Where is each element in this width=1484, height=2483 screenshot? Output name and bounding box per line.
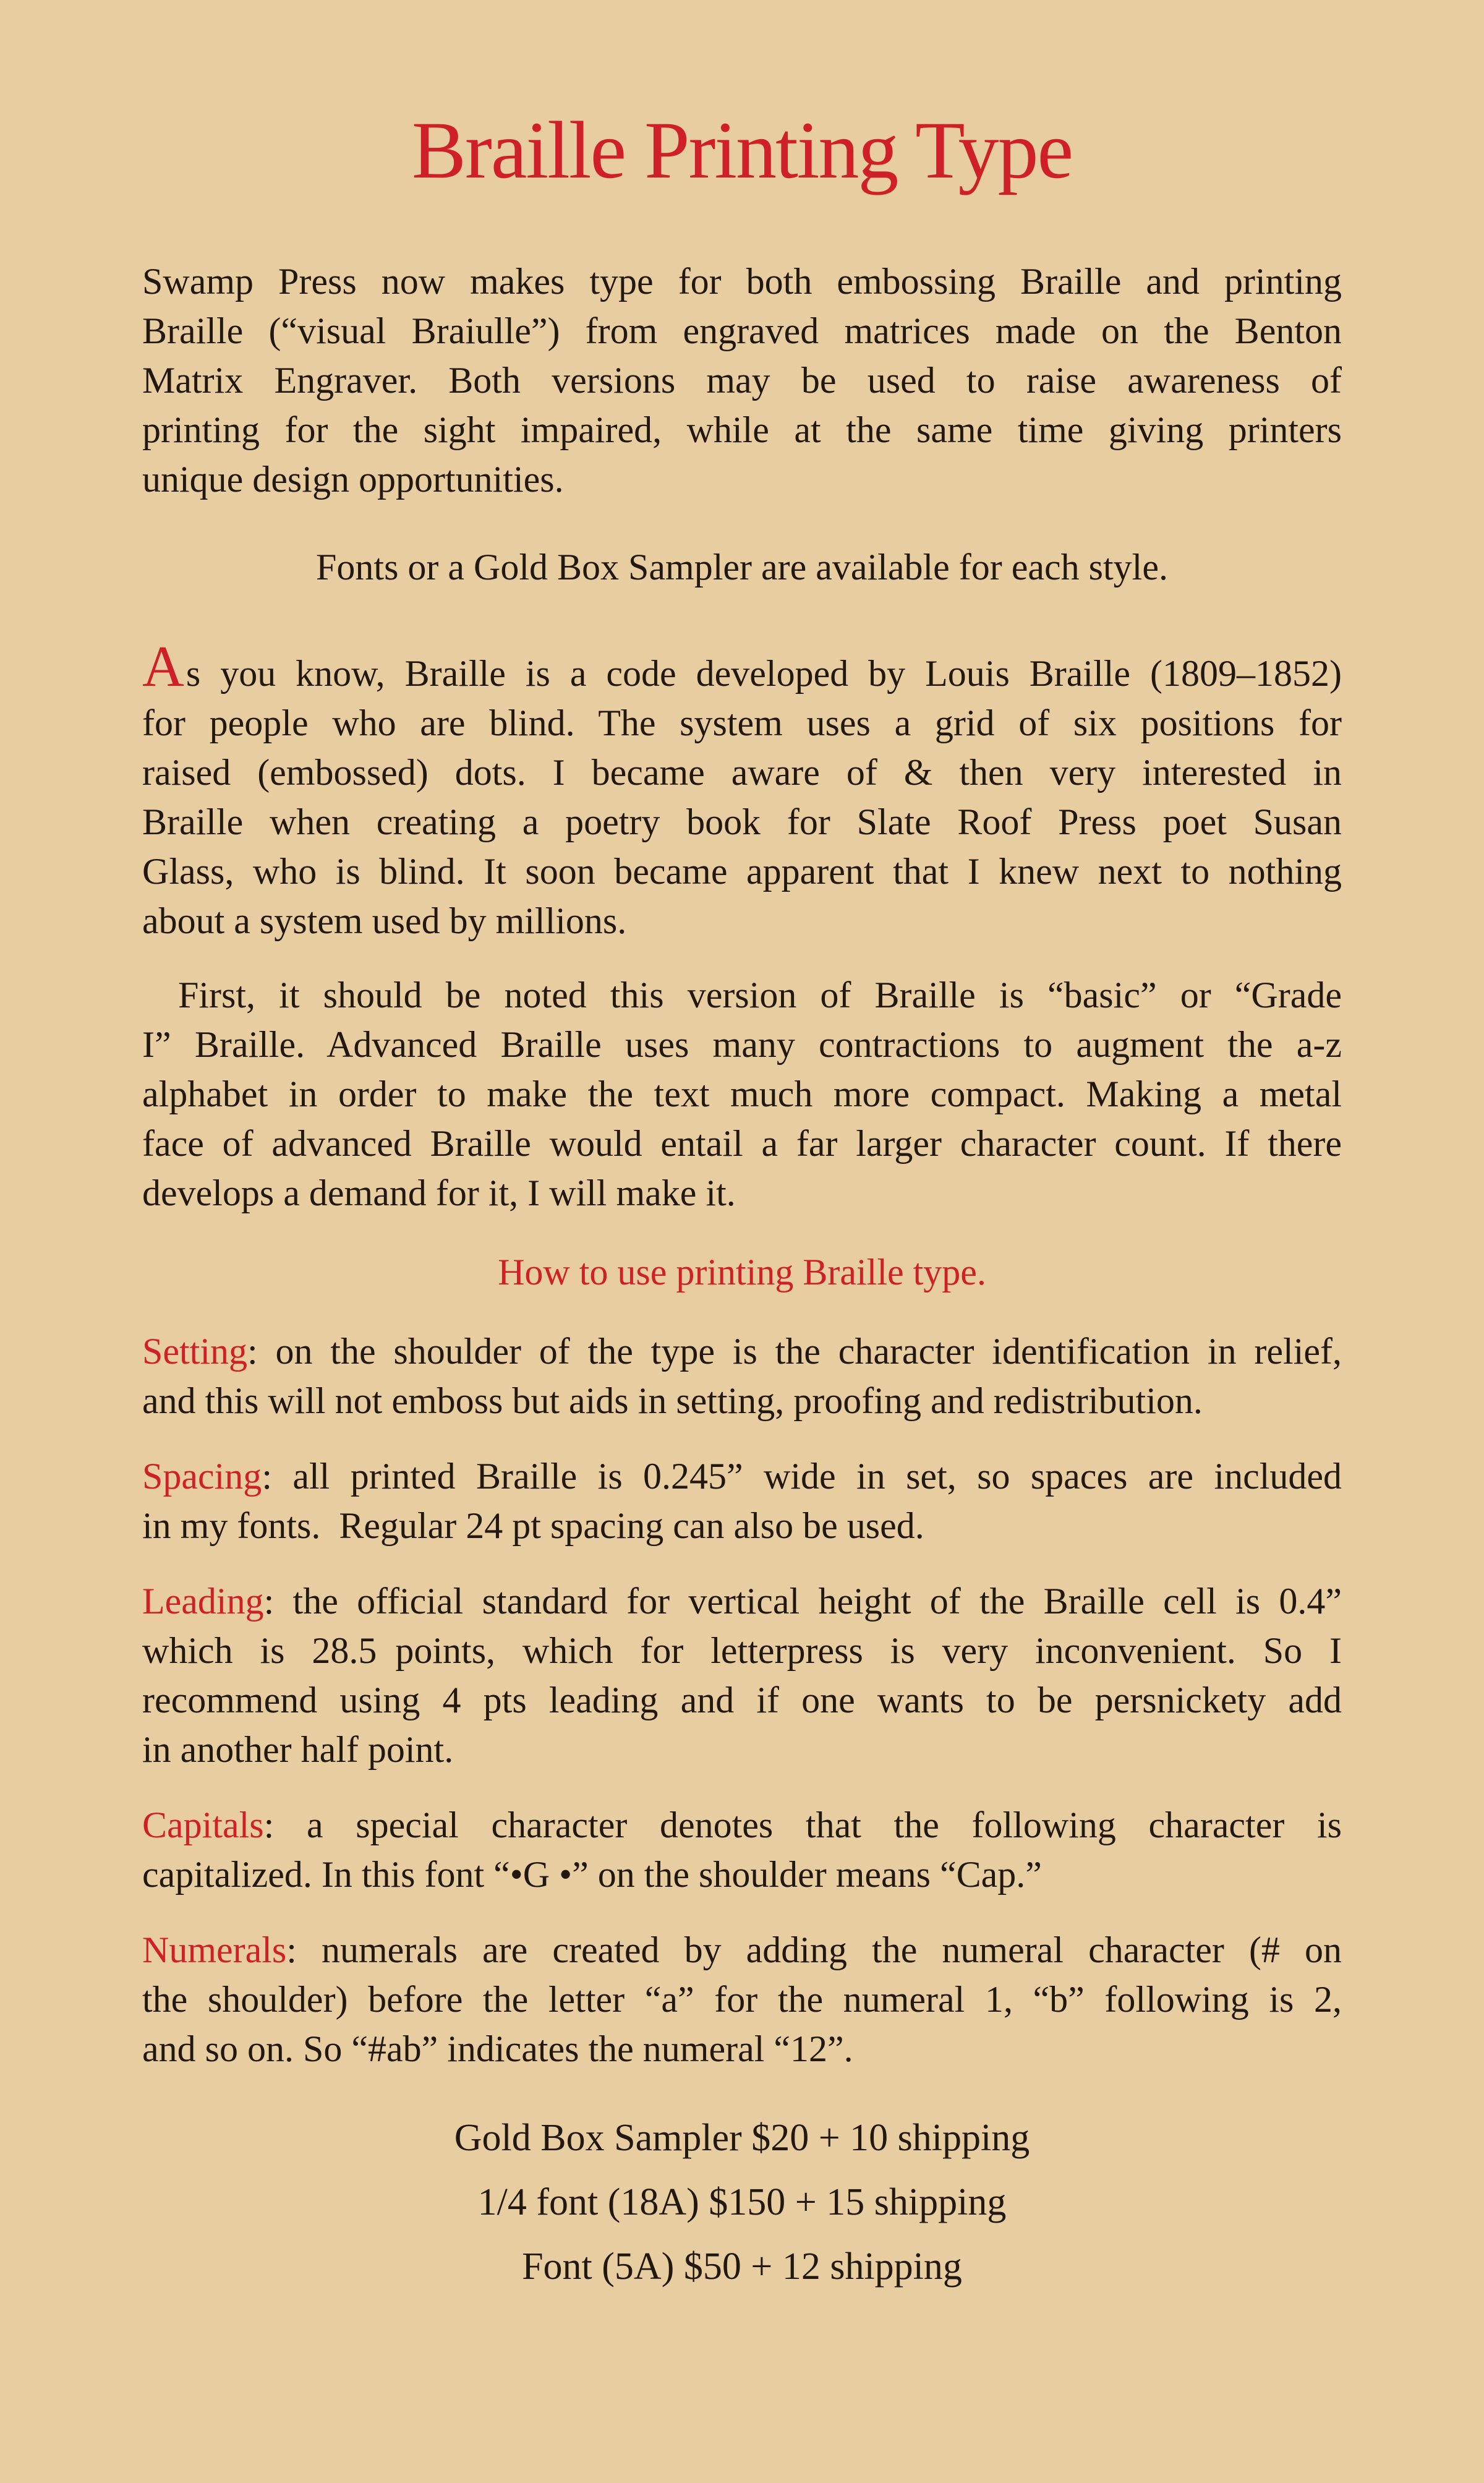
numerals-paragraph: [142, 1925, 1342, 2074]
section-label: Leading: [142, 1581, 264, 1622]
text-line: Braille when creating a poetry book for Slate Roof Press poet Susan: [142, 801, 1342, 842]
text-line: recommend using 4 pts leading and if one wants to be persnickety add: [142, 1680, 1342, 1720]
text-line: raised (embossed) dots. I became aware of & then very interested in: [142, 752, 1342, 793]
text-line: Numerals: numerals are created by adding the numeral character (# on: [142, 1930, 1342, 1970]
text-line: the shoulder) before the letter “a” for the numeral 1, “b” following is 2,: [142, 1979, 1342, 2020]
text-line: develops a demand for it, I will make it.: [142, 1173, 736, 1213]
setting-paragraph: [142, 1327, 1342, 1425]
text-line: about a system used by millions.: [142, 900, 627, 941]
page-title: Braille Printing Type: [411, 105, 1073, 195]
text-line: which is 28.5 points, which for letterpress is very inconvenient. So I: [142, 1630, 1342, 1671]
text-line: Capitals: a special character denotes that the following character is: [142, 1805, 1342, 1845]
text-line: Leading: the official standard for vertical height of the Braille cell is 0.4”: [142, 1581, 1342, 1622]
text-line: printing for the sight impaired, while at the same time giving printers: [142, 409, 1342, 450]
spacing-paragraph: [142, 1451, 1342, 1550]
text-line: Swamp Press now makes type for both embossing Braille and printing: [142, 261, 1342, 302]
text-line: unique design opportunities.: [142, 459, 564, 500]
text-line: capitalized. In this font “•G •” on the shoulder means “Cap.”: [142, 1854, 1042, 1895]
text-line: in another half point.: [142, 1729, 454, 1770]
how-to-heading: [142, 1247, 1342, 1297]
text-line: Matrix Engraver. Both versions may be used to raise awareness of: [142, 360, 1342, 401]
section-label: Numerals: [142, 1930, 287, 1970]
leading-paragraph: [142, 1576, 1342, 1774]
section-label: Spacing: [142, 1456, 262, 1497]
text-line: Setting: on the shoulder of the type is the character identification in relief,: [142, 1331, 1342, 1372]
text-line: Spacing: all printed Braille is 0.245” wide in set, so spaces are included: [142, 1456, 1342, 1497]
intro-paragraph: [142, 257, 1342, 504]
text-line: Braille (“visual Braiulle”) from engraved matrices made on the Benton: [142, 310, 1342, 351]
price-list: [142, 2113, 1342, 2291]
text-line: for people who are blind. The system uses a grid of six positions for: [142, 703, 1342, 743]
grade-one-paragraph: [142, 970, 1342, 1218]
text-line: Fonts or a Gold Box Sampler are available for each style.: [316, 547, 1168, 588]
price-line: Font (5A) $50 + 12 shipping: [522, 2246, 962, 2288]
text-line: First, it should be noted this version of Braille is “basic” or “Grade: [178, 975, 1342, 1015]
text-line: and this will not emboss but aids in setting, proofing and redistribution.: [142, 1380, 1203, 1421]
text-line: As you know, Braille is a code developed by Louis Braille (1809–1852): [142, 635, 1342, 699]
section-label: Capitals: [142, 1805, 264, 1845]
text-line: in my fonts. Regular 24 pt spacing can also be used.: [142, 1505, 924, 1546]
text-line: How to use printing Braille type.: [498, 1252, 986, 1293]
text-line: face of advanced Braille would entail a far larger character count. If there: [142, 1123, 1342, 1164]
initial-letter: A: [142, 635, 184, 699]
flyer-body: [142, 257, 1342, 2291]
text-line: alphabet in order to make the text much more compact. Making a metal: [142, 1074, 1342, 1114]
history-paragraph: [142, 635, 1342, 946]
price-line: 1/4 font (18A) $150 + 15 shipping: [477, 2181, 1007, 2223]
capitals-paragraph: [142, 1800, 1342, 1899]
flyer-page: [0, 99, 1484, 2291]
section-label: Setting: [142, 1331, 248, 1372]
price-line: Gold Box Sampler $20 + 10 shipping: [454, 2117, 1030, 2159]
text-line: and so on. So “#ab” indicates the numeral “12”.: [142, 2028, 853, 2069]
availability-line: [142, 542, 1342, 592]
text-line: Glass, who is blind. It soon became apparent that I knew next to nothing: [142, 851, 1342, 892]
text-line: I” Braille. Advanced Braille uses many contractions to augment the a-z: [142, 1024, 1342, 1065]
